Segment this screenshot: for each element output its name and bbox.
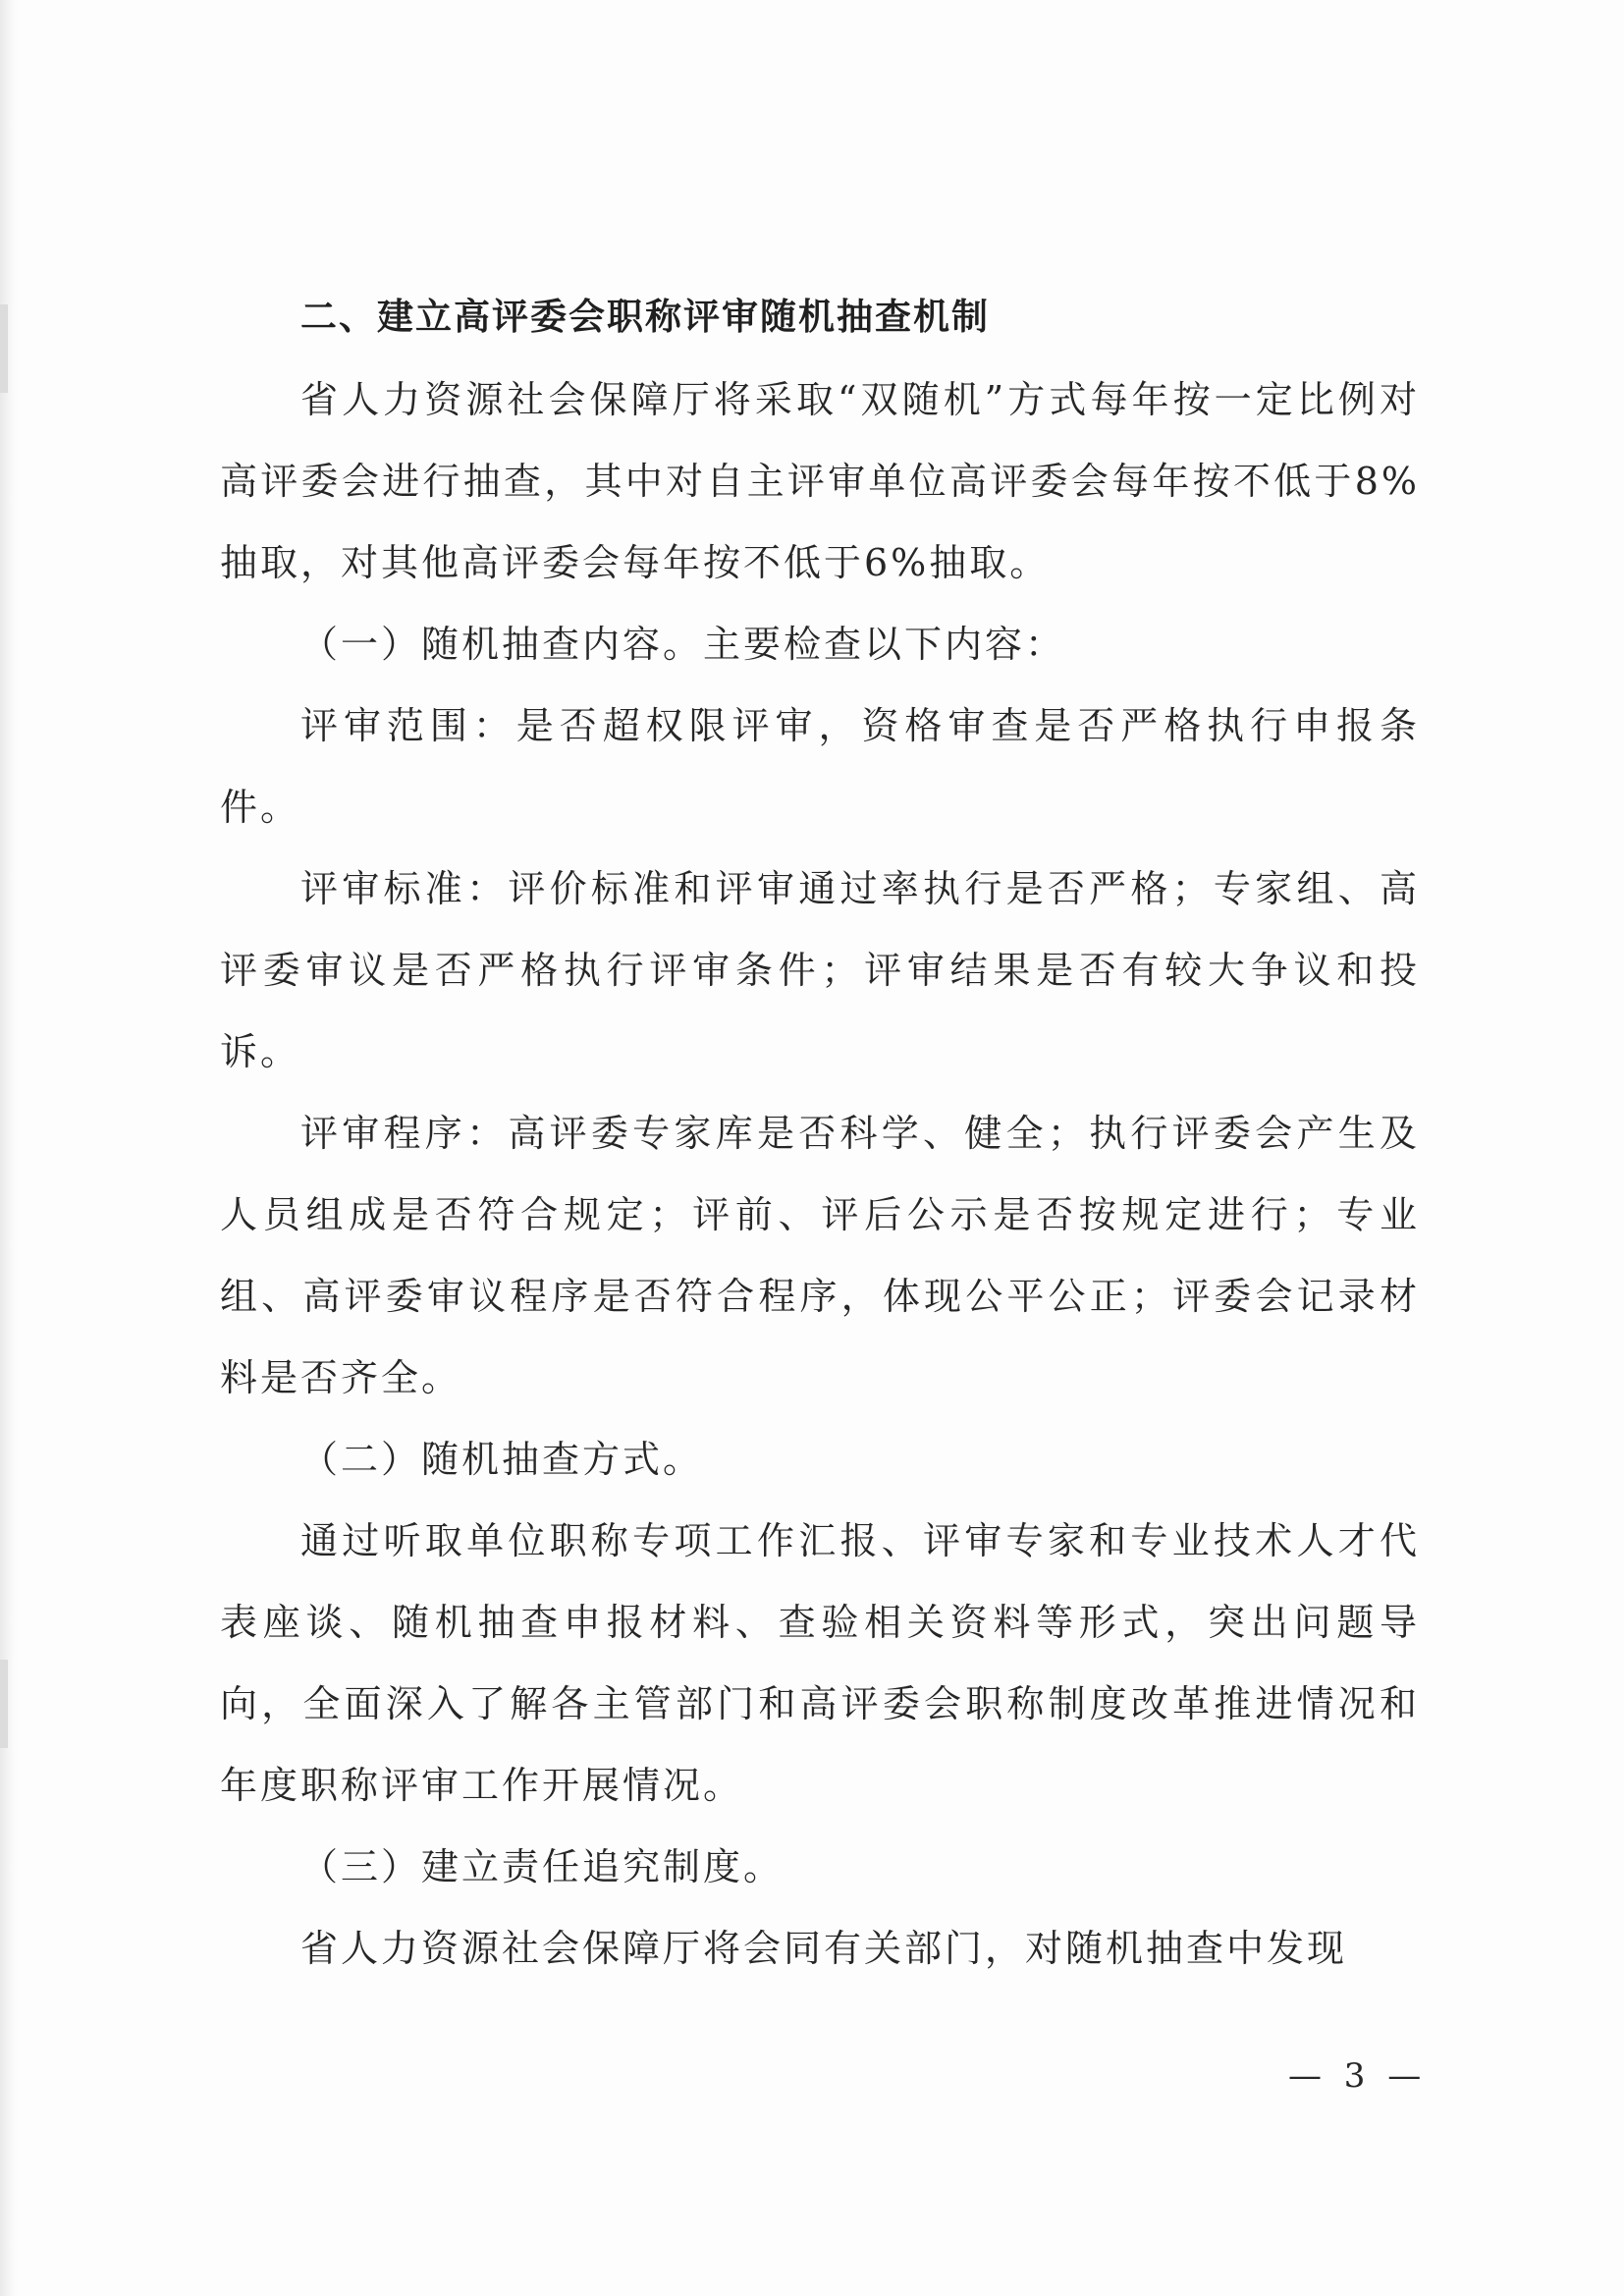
subheading-check-method: （二）随机抽查方式。: [300, 1438, 704, 1481]
paragraph-intro: 省人力资源社会保障厅将采取“双随机”方式每年按一定比例对高评委会进行抽查，其中对自主评审单位高评委会每年按不低于8%抽取，对其他高评委会每年按不低于6%抽取。: [220, 378, 1420, 584]
subheading-accountability: （三）建立责任追究制度。: [300, 1845, 785, 1888]
paragraph-review-standard: 评审标准：评价标准和评审通过率执行是否严格；专家组、高评委审议是否严格执行评审条件；评审结果是否有较大争议和投诉。: [220, 867, 1420, 1073]
paragraph-accountability: 省人力资源社会保障厅将会同有关部门，对随机抽查中发现: [300, 1927, 1348, 1970]
scan-binding-mark: [0, 304, 8, 393]
document-body: [220, 275, 1420, 1990]
paragraph-review-procedure: 评审程序：高评委专家库是否科学、健全；执行评委会产生及人员组成是否符合规定；评前、评后公示是否按规定进行；专业组、高评委审议程序是否符合程序，体现公平公正；评委会记录材料是否齐全。: [220, 1112, 1420, 1399]
paragraph-review-scope: 评审范围：是否超权限评审，资格审查是否严格执行申报条件。: [220, 704, 1420, 829]
page-number: — 3 —: [1288, 2056, 1428, 2096]
paragraph-check-method: 通过听取单位职称专项工作汇报、评审专家和专业技术人才代表座谈、随机抽查申报材料、查验相关资料等形式，突出问题导向，全面深入了解各主管部门和高评委会职称制度改革推进情况和年度职称评审工作开展情况。: [220, 1519, 1420, 1807]
scan-binding-mark: [0, 1660, 8, 1748]
subheading-check-content: （一）随机抽查内容。主要检查以下内容：: [300, 623, 1066, 666]
section-heading: 二、建立高评委会职称评审随机抽查机制: [300, 296, 990, 338]
